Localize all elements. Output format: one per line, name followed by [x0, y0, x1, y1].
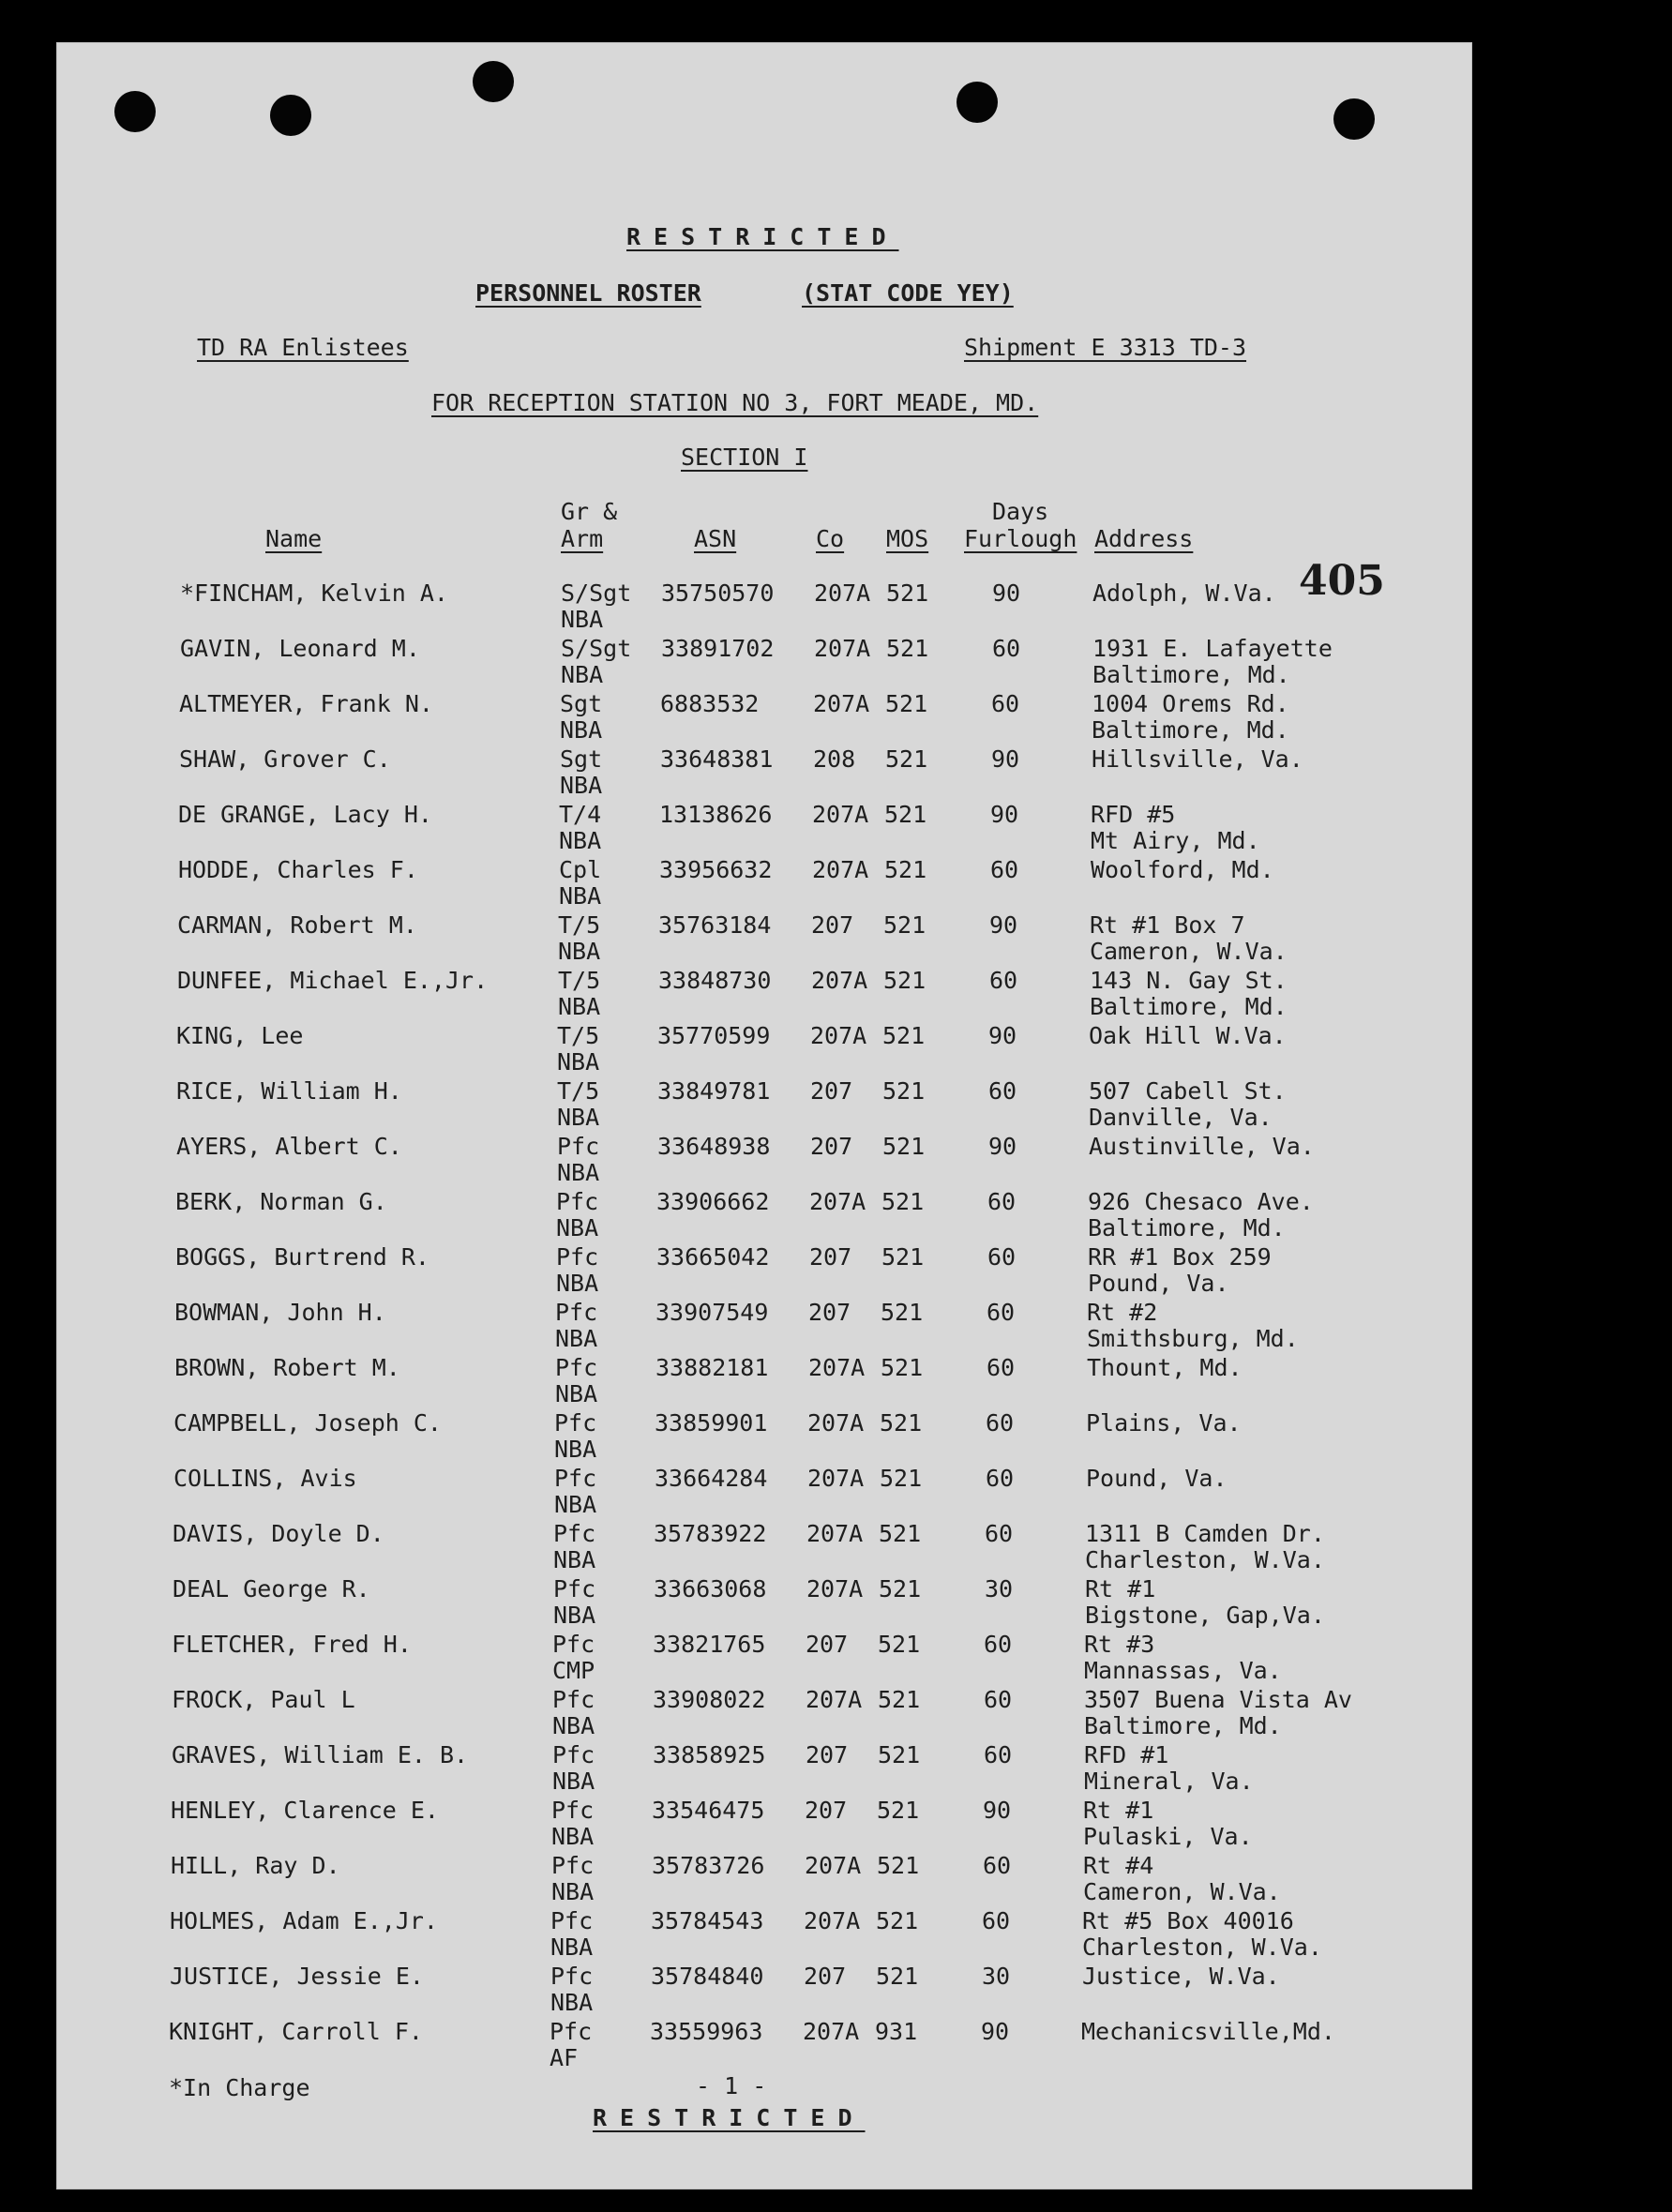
row-company: 207 — [806, 1631, 849, 1658]
table-row — [0, 2020, 1672, 2075]
table-row — [0, 1688, 1672, 1743]
punch-hole — [114, 91, 156, 132]
table-row — [0, 1467, 1672, 1522]
table-row — [0, 1909, 1672, 1964]
row-address-line2: Charleston, W.Va. — [1082, 1934, 1322, 1961]
row-asn: 35783726 — [652, 1852, 765, 1879]
row-asn: 33821765 — [653, 1631, 766, 1658]
row-asn: 35750570 — [661, 579, 775, 607]
row-grade: Pfc — [553, 1520, 596, 1547]
row-name: DEAL George R. — [173, 1575, 370, 1603]
row-furlough-days: 60 — [984, 1631, 1013, 1658]
row-arm: NBA — [554, 1436, 597, 1463]
row-mos: 521 — [876, 1907, 919, 1934]
row-grade: Pfc — [556, 1188, 599, 1215]
row-company: 207 — [810, 1133, 853, 1160]
row-company: 207A — [803, 2018, 860, 2045]
row-company: 207 — [810, 1077, 853, 1105]
row-grade: Pfc — [552, 1631, 595, 1658]
row-mos: 521 — [879, 1575, 922, 1603]
row-address-line1: Justice, W.Va. — [1082, 1963, 1280, 1990]
row-name: KING, Lee — [176, 1022, 304, 1049]
row-grade: Pfc — [552, 1741, 595, 1768]
page-number: - 1 - — [696, 2072, 767, 2099]
row-company: 207A — [805, 1852, 862, 1879]
row-company: 208 — [813, 745, 856, 773]
row-asn: 33906662 — [656, 1188, 770, 1215]
row-furlough-days: 90 — [992, 579, 1021, 607]
table-row — [0, 1301, 1672, 1356]
row-arm: NBA — [560, 716, 603, 744]
row-name: BERK, Norman G. — [175, 1188, 387, 1215]
table-row — [0, 1245, 1672, 1301]
row-address-line1: Rt #3 — [1084, 1631, 1155, 1658]
row-address-line2: Smithsburg, Md. — [1087, 1325, 1299, 1352]
row-address-line2: Baltimore, Md. — [1092, 716, 1289, 744]
row-asn: 33663068 — [654, 1575, 767, 1603]
row-name: BOGGS, Burtrend R. — [175, 1243, 429, 1271]
row-arm: NBA — [558, 993, 601, 1020]
table-row — [0, 1964, 1672, 2020]
punch-hole — [957, 82, 998, 123]
table-row — [0, 1854, 1672, 1909]
row-company: 207 — [808, 1299, 851, 1326]
row-furlough-days: 60 — [983, 1852, 1012, 1879]
row-arm: NBA — [552, 1768, 595, 1795]
row-furlough-days: 60 — [991, 690, 1020, 717]
table-row — [0, 1743, 1672, 1798]
row-asn: 35784543 — [651, 1907, 764, 1934]
row-company: 207A — [812, 856, 869, 883]
row-furlough-days: 90 — [989, 911, 1018, 939]
row-grade: Pfc — [551, 1852, 595, 1879]
row-mos: 521 — [881, 1243, 925, 1271]
row-address-line2: Mannassas, Va. — [1084, 1657, 1282, 1684]
row-asn: 35784840 — [651, 1963, 764, 1990]
row-name: KNIGHT, Carroll F. — [169, 2018, 423, 2045]
row-furlough-days: 60 — [987, 1243, 1017, 1271]
column-header-grade: Gr & — [561, 498, 618, 525]
row-arm: NBA — [555, 1325, 598, 1352]
row-address-line1: RFD #1 — [1084, 1741, 1169, 1768]
row-mos: 521 — [886, 635, 929, 662]
row-furlough-days: 90 — [990, 801, 1019, 828]
row-arm: CMP — [552, 1657, 595, 1684]
row-name: HENLEY, Clarence E. — [171, 1797, 439, 1824]
row-name: CAMPBELL, Joseph C. — [173, 1409, 442, 1437]
row-furlough-days: 60 — [987, 1188, 1017, 1215]
row-company: 207 — [804, 1963, 847, 1990]
row-name: RICE, William H. — [176, 1077, 402, 1105]
row-grade: Pfc — [552, 1686, 595, 1713]
enlistee-group: TD RA Enlistees — [197, 334, 409, 361]
row-address-line1: 926 Chesaco Ave. — [1088, 1188, 1314, 1215]
row-mos: 521 — [883, 911, 926, 939]
section-title: SECTION I — [681, 444, 808, 471]
row-company: 207A — [811, 967, 868, 994]
row-mos: 521 — [884, 856, 927, 883]
row-name: FLETCHER, Fred H. — [172, 1631, 412, 1658]
row-address-line1: 507 Cabell St. — [1089, 1077, 1287, 1105]
row-asn: 33665042 — [656, 1243, 770, 1271]
row-arm: NBA — [557, 1048, 600, 1076]
row-company: 207A — [807, 1465, 865, 1492]
row-arm: NBA — [556, 1214, 599, 1241]
row-grade: T/5 — [558, 967, 601, 994]
row-mos: 931 — [875, 2018, 918, 2045]
row-furlough-days: 90 — [991, 745, 1020, 773]
row-grade: Cpl — [559, 856, 602, 883]
row-asn: 33858925 — [653, 1741, 766, 1768]
destination: FOR RECEPTION STATION NO 3, FORT MEADE, MD. — [431, 389, 1039, 416]
stat-code: (STAT CODE YEY) — [802, 279, 1014, 307]
column-header-mos: MOS — [886, 525, 929, 552]
row-company: 207A — [807, 1409, 865, 1437]
punch-hole — [270, 95, 311, 136]
row-address-line1: Rt #1 — [1083, 1797, 1154, 1824]
row-name: *FINCHAM, Kelvin A. — [180, 579, 448, 607]
row-arm: NBA — [559, 882, 602, 910]
row-address-line1: Pound, Va. — [1086, 1465, 1228, 1492]
column-header-name: Name — [265, 525, 323, 552]
row-company: 207A — [814, 579, 871, 607]
row-company: 207A — [814, 635, 871, 662]
row-arm: NBA — [560, 772, 603, 799]
row-asn: 33664284 — [655, 1465, 768, 1492]
row-name: ALTMEYER, Frank N. — [179, 690, 433, 717]
row-grade: T/5 — [557, 1022, 600, 1049]
row-grade: T/5 — [558, 911, 601, 939]
row-mos: 521 — [882, 1022, 926, 1049]
row-grade: T/5 — [557, 1077, 600, 1105]
row-name: DUNFEE, Michael E.,Jr. — [177, 967, 489, 994]
row-arm: NBA — [550, 1934, 594, 1961]
row-grade: Pfc — [554, 1465, 597, 1492]
row-company: 207A — [806, 1520, 864, 1547]
row-asn: 13138626 — [659, 801, 773, 828]
punch-hole — [1333, 98, 1375, 140]
table-row — [0, 1798, 1672, 1854]
row-name: HODDE, Charles F. — [178, 856, 418, 883]
table-row — [0, 1356, 1672, 1411]
column-header-arm: Arm — [561, 525, 604, 552]
row-name: COLLINS, Avis — [173, 1465, 357, 1492]
column-header-co: Co — [816, 525, 845, 552]
row-mos: 521 — [877, 1852, 920, 1879]
row-furlough-days: 60 — [987, 1354, 1016, 1381]
row-asn: 33882181 — [655, 1354, 769, 1381]
table-row — [0, 1522, 1672, 1577]
row-address-line2: Danville, Va. — [1089, 1104, 1273, 1131]
row-asn: 33648938 — [657, 1133, 771, 1160]
column-header-address: Address — [1094, 525, 1194, 552]
row-address-line2: Cameron, W.Va. — [1083, 1878, 1281, 1905]
table-row — [0, 747, 1672, 803]
row-mos: 521 — [885, 690, 928, 717]
row-address-line1: Adolph, W.Va. — [1092, 579, 1276, 607]
row-mos: 521 — [880, 1409, 923, 1437]
row-address-line2: Mineral, Va. — [1084, 1768, 1254, 1795]
row-address-line1: Hillsville, Va. — [1092, 745, 1303, 773]
row-company: 207A — [808, 1354, 866, 1381]
row-address-line1: RFD #5 — [1091, 801, 1176, 828]
row-address-line1: 1931 E. Lafayette — [1092, 635, 1333, 662]
restricted-header: RESTRICTED — [626, 223, 899, 250]
row-address-line2: Baltimore, Md. — [1092, 661, 1290, 688]
row-address-line1: 1311 B Camden Dr. — [1085, 1520, 1325, 1547]
row-arm: NBA — [558, 938, 601, 965]
row-company: 207 — [805, 1797, 848, 1824]
row-furlough-days: 90 — [988, 1133, 1017, 1160]
row-mos: 521 — [880, 1465, 923, 1492]
row-furlough-days: 60 — [985, 1520, 1014, 1547]
row-furlough-days: 60 — [984, 1741, 1013, 1768]
table-row — [0, 581, 1672, 637]
table-row — [0, 803, 1672, 858]
row-arm: AF — [550, 2044, 579, 2071]
row-address-line2: Charleston, W.Va. — [1085, 1546, 1325, 1573]
row-address-line1: Thount, Md. — [1087, 1354, 1243, 1381]
table-row — [0, 1135, 1672, 1190]
row-furlough-days: 60 — [989, 967, 1018, 994]
row-asn: 35770599 — [657, 1022, 771, 1049]
row-asn: 6883532 — [660, 690, 760, 717]
row-arm: NBA — [561, 661, 604, 688]
row-furlough-days: 60 — [987, 1299, 1016, 1326]
row-asn: 33907549 — [655, 1299, 769, 1326]
restricted-footer: RESTRICTED — [593, 2104, 866, 2131]
row-address-line2: Baltimore, Md. — [1084, 1712, 1282, 1739]
row-address-line1: RR #1 Box 259 — [1088, 1243, 1272, 1271]
table-row — [0, 858, 1672, 913]
row-asn: 35783922 — [654, 1520, 767, 1547]
row-mos: 521 — [882, 1077, 926, 1105]
row-address-line1: Plains, Va. — [1086, 1409, 1242, 1437]
row-furlough-days: 30 — [985, 1575, 1014, 1603]
shipment-number: Shipment E 3313 TD-3 — [964, 334, 1247, 361]
row-grade: Sgt — [560, 745, 603, 773]
row-name: HILL, Ray D. — [171, 1852, 340, 1879]
row-arm: NBA — [554, 1491, 597, 1518]
row-grade: Pfc — [554, 1409, 597, 1437]
row-asn: 33546475 — [652, 1797, 765, 1824]
row-arm: NBA — [550, 1989, 594, 2016]
row-address-line1: Rt #1 — [1085, 1575, 1156, 1603]
row-grade: S/Sgt — [561, 635, 632, 662]
row-asn: 33908022 — [653, 1686, 766, 1713]
row-furlough-days: 60 — [982, 1907, 1011, 1934]
row-address-line2: Baltimore, Md. — [1090, 993, 1288, 1020]
row-mos: 521 — [884, 801, 927, 828]
row-grade: Pfc — [555, 1354, 598, 1381]
row-arm: NBA — [551, 1878, 595, 1905]
row-furlough-days: 90 — [983, 1797, 1012, 1824]
row-address-line1: 143 N. Gay St. — [1090, 967, 1288, 994]
row-address-line2: Baltimore, Md. — [1088, 1214, 1286, 1241]
table-row — [0, 1024, 1672, 1079]
row-arm: NBA — [552, 1712, 595, 1739]
in-charge-note: *In Charge — [169, 2074, 310, 2101]
row-furlough-days: 60 — [984, 1686, 1013, 1713]
row-asn: 35763184 — [658, 911, 772, 939]
row-furlough-days: 90 — [988, 1022, 1017, 1049]
row-grade: Pfc — [551, 1797, 595, 1824]
row-asn: 33648381 — [660, 745, 774, 773]
row-mos: 521 — [881, 1188, 925, 1215]
row-mos: 521 — [881, 1354, 924, 1381]
row-grade: T/4 — [559, 801, 602, 828]
row-name: HOLMES, Adam E.,Jr. — [170, 1907, 438, 1934]
row-arm: NBA — [559, 827, 602, 854]
row-grade: Pfc — [553, 1575, 596, 1603]
row-name: FROCK, Paul L — [172, 1686, 355, 1713]
column-header-asn: ASN — [694, 525, 737, 552]
document-title: PERSONNEL ROSTER — [475, 279, 701, 307]
row-mos: 521 — [878, 1741, 921, 1768]
row-mos: 521 — [885, 745, 928, 773]
row-asn: 33859901 — [655, 1409, 768, 1437]
row-arm: NBA — [561, 606, 604, 633]
row-arm: NBA — [553, 1546, 596, 1573]
row-address-line2: Mt Airy, Md. — [1091, 827, 1260, 854]
row-company: 207A — [806, 1686, 863, 1713]
row-mos: 521 — [883, 967, 926, 994]
column-header-days: Days — [992, 498, 1049, 525]
row-company: 207 — [811, 911, 854, 939]
row-name: BROWN, Robert M. — [174, 1354, 400, 1381]
row-furlough-days: 60 — [986, 1465, 1015, 1492]
table-row — [0, 692, 1672, 747]
row-address-line1: Rt #5 Box 40016 — [1082, 1907, 1294, 1934]
row-address-line1: 3507 Buena Vista Av — [1084, 1686, 1352, 1713]
row-name: SHAW, Grover C. — [179, 745, 391, 773]
row-grade: S/Sgt — [561, 579, 632, 607]
row-company: 207 — [809, 1243, 852, 1271]
table-row — [0, 969, 1672, 1024]
row-company: 207A — [810, 1022, 867, 1049]
row-company: 207A — [813, 690, 870, 717]
table-row — [0, 1577, 1672, 1633]
row-asn: 33891702 — [661, 635, 775, 662]
row-name: BOWMAN, John H. — [174, 1299, 386, 1326]
stamped-page-number: 405 — [1299, 557, 1385, 605]
row-asn: 33559963 — [650, 2018, 763, 2045]
row-furlough-days: 60 — [992, 635, 1021, 662]
row-furlough-days: 30 — [982, 1963, 1011, 1990]
row-address-line1: Oak Hill W.Va. — [1089, 1022, 1287, 1049]
row-address-line2: Pound, Va. — [1088, 1270, 1229, 1297]
row-mos: 521 — [886, 579, 929, 607]
row-arm: NBA — [556, 1270, 599, 1297]
row-asn: 33848730 — [658, 967, 772, 994]
row-arm: NBA — [557, 1104, 600, 1131]
row-mos: 521 — [876, 1963, 919, 1990]
row-company: 207 — [806, 1741, 849, 1768]
row-address-line1: 1004 Orems Rd. — [1092, 690, 1289, 717]
row-arm: NBA — [553, 1602, 596, 1629]
row-name: GAVIN, Leonard M. — [180, 635, 420, 662]
row-mos: 521 — [882, 1133, 926, 1160]
row-company: 207A — [806, 1575, 864, 1603]
row-furlough-days: 60 — [988, 1077, 1017, 1105]
row-furlough-days: 60 — [986, 1409, 1015, 1437]
row-asn: 33849781 — [657, 1077, 771, 1105]
row-grade: Sgt — [560, 690, 603, 717]
row-arm: NBA — [557, 1159, 600, 1186]
row-mos: 521 — [881, 1299, 924, 1326]
row-address-line2: Bigstone, Gap,Va. — [1085, 1602, 1325, 1629]
row-asn: 33956632 — [659, 856, 773, 883]
row-company: 207A — [809, 1188, 866, 1215]
row-grade: Pfc — [550, 2018, 593, 2045]
table-row — [0, 1079, 1672, 1135]
row-arm: NBA — [555, 1380, 598, 1407]
row-name: GRAVES, William E. B. — [172, 1741, 469, 1768]
punch-hole — [473, 61, 514, 102]
row-mos: 521 — [878, 1631, 921, 1658]
row-grade: Pfc — [550, 1907, 594, 1934]
row-grade: Pfc — [556, 1243, 599, 1271]
row-name: JUSTICE, Jessie E. — [170, 1963, 424, 1990]
row-furlough-days: 60 — [990, 856, 1019, 883]
row-name: CARMAN, Robert M. — [177, 911, 417, 939]
row-address-line1: Mechanicsville,Md. — [1081, 2018, 1335, 2045]
row-mos: 521 — [879, 1520, 922, 1547]
row-address-line2: Cameron, W.Va. — [1090, 938, 1288, 965]
row-mos: 521 — [878, 1686, 921, 1713]
row-grade: Pfc — [557, 1133, 600, 1160]
row-name: AYERS, Albert C. — [176, 1133, 402, 1160]
table-row — [0, 637, 1672, 692]
row-company: 207A — [804, 1907, 861, 1934]
table-row — [0, 1633, 1672, 1688]
row-name: DAVIS, Doyle D. — [173, 1520, 384, 1547]
column-header-furlough: Furlough — [964, 525, 1077, 552]
row-address-line1: Austinville, Va. — [1089, 1133, 1315, 1160]
row-address-line1: Rt #1 Box 7 — [1090, 911, 1245, 939]
row-address-line1: Woolford, Md. — [1091, 856, 1274, 883]
row-mos: 521 — [877, 1797, 920, 1824]
table-row — [0, 913, 1672, 969]
row-grade: Pfc — [550, 1963, 594, 1990]
row-furlough-days: 90 — [981, 2018, 1010, 2045]
row-arm: NBA — [551, 1823, 595, 1850]
row-address-line1: Rt #4 — [1083, 1852, 1154, 1879]
row-name: DE GRANGE, Lacy H. — [178, 801, 432, 828]
row-address-line2: Pulaski, Va. — [1083, 1823, 1253, 1850]
row-address-line1: Rt #2 — [1087, 1299, 1158, 1326]
row-company: 207A — [812, 801, 869, 828]
row-grade: Pfc — [555, 1299, 598, 1326]
table-row — [0, 1190, 1672, 1245]
table-row — [0, 1411, 1672, 1467]
